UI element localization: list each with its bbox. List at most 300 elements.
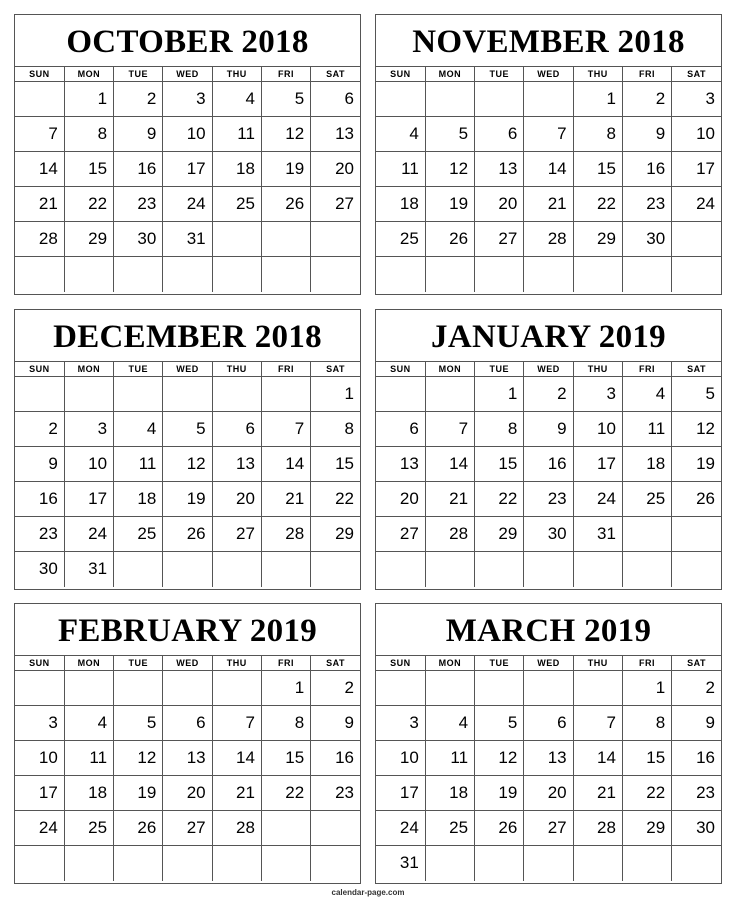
day-cell: 15 [622,741,671,776]
weekday-header-row [15,362,360,377]
day-cell: 7 [212,706,261,741]
day-cell: 21 [425,482,474,517]
day-cell [261,811,310,846]
day-cell: 26 [672,482,721,517]
day-cell: 31 [399,853,419,873]
day-cell [64,377,113,412]
day-cell [163,671,212,706]
day-cell: 15 [475,447,524,482]
weekday-header-wed: WED [524,67,573,82]
day-cell [425,82,474,117]
weekday-header-sun: SUN [15,656,64,671]
week-row [15,671,360,706]
day-cell: 5 [475,706,524,741]
month-title: DECEMBER 2018 [53,319,322,355]
day-cell: 9 [524,412,573,447]
day-cell: 18 [212,152,261,187]
day-cell: 17 [573,447,622,482]
source-credit: calendar-page.com [331,888,405,897]
day-cell: 12 [425,152,474,187]
day-cell [376,82,425,117]
weekday-header-tue: TUE [114,67,163,82]
week-row [15,257,360,292]
day-cell [311,222,360,257]
day-cell: 30 [524,517,573,552]
week-row [376,377,721,412]
week-row [15,82,360,117]
weekday-header-wed: WED [163,656,212,671]
weekday-header-fri: FRI [622,67,671,82]
day-cell: 24 [15,811,64,846]
week-row [376,671,721,706]
day-cell: 4 [425,706,474,741]
week-row [15,447,360,482]
day-cell [524,82,573,117]
day-cell: 17 [376,776,425,811]
day-cell [311,552,360,587]
day-cell: 9 [672,706,721,741]
day-cell: 6 [311,82,360,117]
day-cell [64,257,113,292]
day-cell [376,552,425,587]
day-cell: 17 [64,482,113,517]
week-row [376,776,721,811]
day-cell: 2 [672,671,721,706]
week-row [376,187,721,222]
day-cell: 30 [114,222,163,257]
day-cell: 31 [163,222,212,257]
day-cell: 8 [622,706,671,741]
weekday-header-sun: SUN [376,656,425,671]
week-row [376,82,721,117]
weekday-header-tue: TUE [475,656,524,671]
day-cell: 14 [261,447,310,482]
day-cell: 4 [212,82,261,117]
week-row [376,552,721,587]
day-cell [212,257,261,292]
day-cell: 28 [15,222,64,257]
day-cell: 11 [212,117,261,152]
day-cell: 20 [524,776,573,811]
day-cell [163,257,212,292]
calendar-october-2018 [14,14,361,295]
calendar-march-2019 [375,603,722,884]
day-cell: 4 [114,412,163,447]
day-cell: 19 [672,447,721,482]
week-row [15,741,360,776]
day-cell [261,377,310,412]
day-cell: 31 [573,517,622,552]
weekday-header-sun: SUN [15,67,64,82]
weekday-header-thu: THU [212,656,261,671]
weekday-header-sat: SAT [672,656,721,671]
day-cell [475,846,524,881]
weekday-header-sun: SUN [15,362,64,377]
day-cell [475,257,524,292]
day-cell: 24 [64,517,113,552]
day-cell: 28 [261,517,310,552]
day-cell: 18 [376,187,425,222]
day-cell: 3 [573,377,622,412]
day-cell [261,222,310,257]
day-cell: 30 [38,559,58,579]
day-cell: 31 [64,552,113,587]
week-row [15,517,360,552]
day-cell: 29 [64,222,113,257]
day-cell [672,552,721,587]
day-cell: 25 [64,811,113,846]
day-cell [261,846,310,881]
weekday-header-thu: THU [573,67,622,82]
week-row [376,117,721,152]
week-row [15,187,360,222]
day-cell [261,257,310,292]
weekday-header-fri: FRI [622,656,671,671]
day-cell: 8 [261,706,310,741]
day-cell [15,257,64,292]
day-cell [376,377,425,412]
day-cell [622,517,671,552]
day-cell [114,257,163,292]
day-cell: 7 [573,706,622,741]
day-cell: 25 [425,811,474,846]
week-row [376,482,721,517]
day-cell: 16 [114,152,163,187]
week-row [15,706,360,741]
day-cell: 22 [475,482,524,517]
day-cell: 3 [376,706,425,741]
day-cell: 19 [114,776,163,811]
day-cell: 18 [114,482,163,517]
day-cell: 27 [376,517,425,552]
day-cell [622,257,671,292]
day-cell: 5 [114,706,163,741]
day-cell [672,222,721,257]
day-cell: 13 [475,152,524,187]
day-cell [212,552,261,587]
day-cell [163,846,212,881]
weekday-header-wed: WED [524,656,573,671]
day-cell: 23 [114,187,163,222]
day-cell: 2 [311,671,360,706]
month-title: NOVEMBER 2018 [412,24,685,60]
day-cell [212,671,261,706]
day-cell [425,377,474,412]
day-cell [15,377,64,412]
weekday-header-sat: SAT [311,362,360,377]
day-cell: 18 [425,776,474,811]
month-grid [376,361,721,587]
day-cell: 24 [376,811,425,846]
day-cell: 12 [114,741,163,776]
weekday-header-mon: MON [64,656,113,671]
day-cell: 18 [64,776,113,811]
day-cell: 27 [524,811,573,846]
day-cell: 6 [212,412,261,447]
day-cell: 24 [163,187,212,222]
day-cell: 20 [311,152,360,187]
day-cell: 13 [212,447,261,482]
day-cell: 14 [15,152,64,187]
day-cell [524,671,573,706]
day-cell: 4 [376,117,425,152]
day-cell [622,552,671,587]
day-cell: 19 [261,152,310,187]
weekday-header-mon: MON [425,67,474,82]
day-cell: 4 [64,706,113,741]
day-cell [114,377,163,412]
weekday-header-mon: MON [64,362,113,377]
weekday-header-wed: WED [163,362,212,377]
weekday-header-wed: WED [524,362,573,377]
day-cell [212,846,261,881]
week-row [376,811,721,846]
day-cell [311,811,360,846]
day-cell: 11 [114,447,163,482]
day-cell: 21 [524,187,573,222]
day-cell: 12 [672,412,721,447]
day-cell [573,671,622,706]
weekday-header-sun: SUN [376,362,425,377]
calendar-november-2018 [375,14,722,295]
day-cell: 22 [311,482,360,517]
day-cell: 14 [425,447,474,482]
day-cell [114,552,163,587]
day-cell: 29 [622,811,671,846]
day-cell: 28 [524,222,573,257]
day-cell: 5 [425,117,474,152]
week-row [15,117,360,152]
week-row [15,846,360,881]
day-cell: 29 [573,222,622,257]
week-row [15,222,360,257]
day-cell [15,846,64,881]
day-cell: 7 [261,412,310,447]
day-cell [573,257,622,292]
day-cell: 21 [573,776,622,811]
day-cell: 6 [475,117,524,152]
day-cell: 26 [475,811,524,846]
month-grid [15,361,360,587]
day-cell: 13 [163,741,212,776]
week-row [376,412,721,447]
day-cell: 16 [622,152,671,187]
day-cell: 23 [15,517,64,552]
weekday-header-tue: TUE [114,656,163,671]
day-cell: 25 [376,222,425,257]
day-cell: 22 [573,187,622,222]
week-row [376,152,721,187]
day-cell: 13 [524,741,573,776]
day-cell [475,82,524,117]
day-cell [163,377,212,412]
day-cell [425,671,474,706]
day-cell: 6 [376,412,425,447]
day-cell: 10 [64,447,113,482]
day-cell [15,671,64,706]
day-cell: 1 [622,671,671,706]
calendar-december-2018 [14,309,361,590]
day-cell: 1 [64,82,113,117]
day-cell: 15 [573,152,622,187]
day-cell [212,222,261,257]
day-cell: 30 [622,222,671,257]
month-grid [376,655,721,881]
day-cell [425,257,474,292]
weekday-header-thu: THU [212,362,261,377]
weekday-header-tue: TUE [114,362,163,377]
day-cell: 17 [672,152,721,187]
month-grid [376,66,721,292]
day-cell: 27 [163,811,212,846]
day-cell: 14 [573,741,622,776]
day-cell [376,671,425,706]
day-cell: 20 [475,187,524,222]
weekday-header-thu: THU [573,362,622,377]
day-cell [311,257,360,292]
day-cell: 9 [311,706,360,741]
calendar-february-2019 [14,603,361,884]
day-cell: 21 [15,187,64,222]
day-cell: 10 [376,741,425,776]
day-cell: 21 [261,482,310,517]
week-row [376,741,721,776]
day-cell: 13 [311,117,360,152]
week-row [376,447,721,482]
week-row [376,846,721,881]
day-cell: 19 [163,482,212,517]
weekday-header-sat: SAT [672,67,721,82]
day-cell: 7 [15,117,64,152]
day-cell: 3 [163,82,212,117]
day-cell: 15 [261,741,310,776]
weekday-header-fri: FRI [261,67,310,82]
weekday-header-wed: WED [163,67,212,82]
day-cell: 11 [376,152,425,187]
day-cell: 19 [425,187,474,222]
day-cell: 17 [163,152,212,187]
day-cell [475,552,524,587]
day-cell [524,257,573,292]
day-cell [672,257,721,292]
week-row [15,482,360,517]
day-cell: 22 [64,187,113,222]
day-cell: 3 [672,82,721,117]
weekday-header-sun: SUN [376,67,425,82]
day-cell: 12 [163,447,212,482]
week-row [15,811,360,846]
day-cell: 10 [672,117,721,152]
weekday-header-fri: FRI [261,362,310,377]
day-cell: 25 [114,517,163,552]
weekday-header-sat: SAT [311,67,360,82]
day-cell: 29 [475,517,524,552]
day-cell: 5 [261,82,310,117]
day-cell: 22 [622,776,671,811]
day-cell: 8 [64,117,113,152]
day-cell: 14 [212,741,261,776]
day-cell: 18 [622,447,671,482]
day-cell: 11 [425,741,474,776]
day-cell: 12 [261,117,310,152]
day-cell: 27 [212,517,261,552]
day-cell: 22 [261,776,310,811]
day-cell: 23 [622,187,671,222]
day-cell: 5 [672,377,721,412]
week-row [376,517,721,552]
day-cell: 20 [163,776,212,811]
day-cell: 26 [425,222,474,257]
week-row [15,552,360,587]
day-cell: 23 [672,776,721,811]
day-cell [376,257,425,292]
weekday-header-row [376,67,721,82]
month-title: MARCH 2019 [445,613,652,649]
weekday-header-sat: SAT [672,362,721,377]
day-cell: 10 [15,741,64,776]
day-cell: 4 [622,377,671,412]
day-cell: 9 [114,117,163,152]
day-cell [672,517,721,552]
day-cell: 19 [475,776,524,811]
calendar-january-2019 [375,309,722,590]
day-cell: 16 [311,741,360,776]
day-cell: 25 [212,187,261,222]
day-cell [114,671,163,706]
week-row [376,257,721,292]
day-cell: 8 [573,117,622,152]
day-cell: 30 [672,811,721,846]
month-title: FEBRUARY 2019 [57,613,318,649]
day-cell: 11 [64,741,113,776]
day-cell: 8 [311,412,360,447]
week-row [15,776,360,811]
day-cell: 1 [261,671,310,706]
day-cell [261,552,310,587]
day-cell: 16 [672,741,721,776]
day-cell: 13 [376,447,425,482]
day-cell: 9 [622,117,671,152]
day-cell: 2 [114,82,163,117]
day-cell: 1 [475,377,524,412]
week-row [15,412,360,447]
day-cell: 28 [573,811,622,846]
day-cell: 10 [163,117,212,152]
month-grid [15,655,360,881]
weekday-header-sat: SAT [311,656,360,671]
day-cell [311,846,360,881]
month-grid [15,66,360,292]
day-cell: 5 [163,412,212,447]
weekday-header-mon: MON [64,67,113,82]
day-cell: 6 [524,706,573,741]
day-cell: 20 [212,482,261,517]
day-cell: 1 [311,377,360,412]
weekday-header-mon: MON [425,362,474,377]
day-cell: 2 [622,82,671,117]
day-cell: 11 [622,412,671,447]
month-title: OCTOBER 2018 [66,24,309,60]
weekday-header-row [376,656,721,671]
day-cell: 28 [212,811,261,846]
day-cell: 27 [475,222,524,257]
month-title: JANUARY 2019 [431,319,666,355]
day-cell: 23 [311,776,360,811]
day-cell [573,846,622,881]
day-cell: 12 [475,741,524,776]
day-cell: 26 [163,517,212,552]
day-cell: 10 [573,412,622,447]
